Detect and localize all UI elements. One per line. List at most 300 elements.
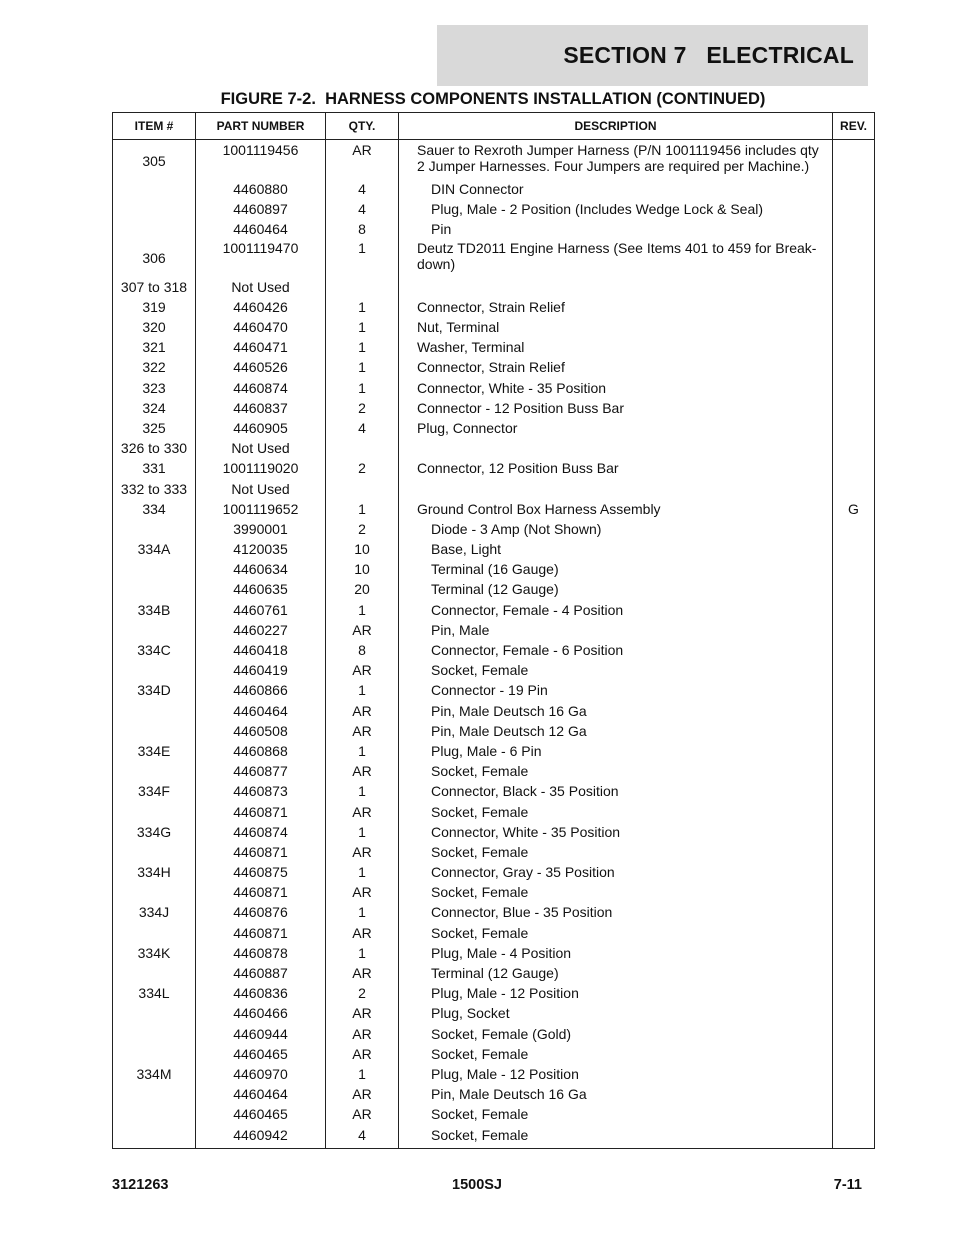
quantity-cell: 1 (326, 240, 399, 277)
part-number-cell: 4460905 (196, 418, 326, 438)
revision-cell (833, 317, 875, 337)
description-cell: Connector, Female - 4 Position (399, 600, 833, 620)
description-cell: Socket, Female (399, 1044, 833, 1064)
table-row (113, 1084, 875, 1104)
table-row (113, 398, 875, 418)
item-number-cell: 322 (113, 357, 196, 377)
footer-document-number: 3121263 (112, 1177, 169, 1193)
item-number-cell: 320 (113, 317, 196, 337)
part-number-cell: 4460635 (196, 579, 326, 599)
part-number-cell: 4460880 (196, 179, 326, 199)
part-number-cell: 4460470 (196, 317, 326, 337)
part-number-cell: 1001119456 (196, 140, 326, 180)
item-number-cell (113, 219, 196, 239)
revision-cell (833, 842, 875, 862)
column-header-part-number: PART NUMBER (196, 113, 326, 140)
description-cell: Connector, Gray - 35 Position (399, 862, 833, 882)
item-number-cell (113, 1044, 196, 1064)
part-number-cell: 4460836 (196, 983, 326, 1003)
item-number-cell: 334D (113, 680, 196, 700)
revision-cell (833, 140, 875, 180)
part-number-cell: 4460871 (196, 882, 326, 902)
part-number-cell: Not Used (196, 478, 326, 498)
part-number-cell: 4460419 (196, 660, 326, 680)
quantity-cell: 8 (326, 219, 399, 239)
revision-cell (833, 398, 875, 418)
part-number-cell: 4460866 (196, 680, 326, 700)
description-cell: Connector - 12 Position Buss Bar (399, 398, 833, 418)
revision-cell (833, 1124, 875, 1148)
revision-cell (833, 963, 875, 983)
quantity-cell: AR (326, 761, 399, 781)
description-cell (399, 438, 833, 458)
description-cell: Socket, Female (399, 801, 833, 821)
part-number-cell: 4460874 (196, 822, 326, 842)
part-number-cell: 4460873 (196, 781, 326, 801)
table-row (113, 680, 875, 700)
quantity-cell: 1 (326, 297, 399, 317)
column-header-item: ITEM # (113, 113, 196, 140)
part-number-cell: 4460878 (196, 943, 326, 963)
revision-cell (833, 680, 875, 700)
revision-cell (833, 983, 875, 1003)
description-cell: Socket, Female (399, 882, 833, 902)
item-number-cell (113, 1003, 196, 1023)
quantity-cell (326, 438, 399, 458)
table-row (113, 219, 875, 239)
item-number-cell (113, 519, 196, 539)
table-row (113, 923, 875, 943)
item-number-cell: 334M (113, 1064, 196, 1084)
table-row (113, 1104, 875, 1124)
table-row (113, 600, 875, 620)
part-number-cell: 1001119020 (196, 458, 326, 478)
revision-cell (833, 721, 875, 741)
description-cell: Terminal (12 Gauge) (399, 579, 833, 599)
part-number-cell: 4460837 (196, 398, 326, 418)
table-row (113, 240, 875, 277)
item-number-cell: 334G (113, 822, 196, 842)
revision-cell (833, 579, 875, 599)
description-cell: Nut, Terminal (399, 317, 833, 337)
part-number-cell: 4460868 (196, 741, 326, 761)
quantity-cell: AR (326, 660, 399, 680)
quantity-cell: 1 (326, 357, 399, 377)
quantity-cell: 4 (326, 179, 399, 199)
revision-cell (833, 1084, 875, 1104)
item-number-cell: 334E (113, 741, 196, 761)
table-row (113, 741, 875, 761)
table-row (113, 378, 875, 398)
part-number-cell: 4460897 (196, 199, 326, 219)
quantity-cell: 20 (326, 579, 399, 599)
quantity-cell: 4 (326, 199, 399, 219)
item-number-cell: 334A (113, 539, 196, 559)
description-cell: Washer, Terminal (399, 337, 833, 357)
description-cell: Socket, Female (Gold) (399, 1024, 833, 1044)
quantity-cell (326, 277, 399, 297)
quantity-cell: 1 (326, 337, 399, 357)
quantity-cell: 1 (326, 600, 399, 620)
table-row (113, 519, 875, 539)
table-row (113, 801, 875, 821)
table-row (113, 761, 875, 781)
part-number-cell: 4120035 (196, 539, 326, 559)
quantity-cell: 4 (326, 418, 399, 438)
quantity-cell (326, 478, 399, 498)
table-row (113, 478, 875, 498)
revision-cell: G (833, 499, 875, 519)
item-number-cell: 325 (113, 418, 196, 438)
item-number-cell (113, 801, 196, 821)
table-row (113, 822, 875, 842)
table-row (113, 902, 875, 922)
revision-cell (833, 378, 875, 398)
part-number-cell: 4460418 (196, 640, 326, 660)
section-header-tab (437, 25, 868, 86)
description-cell: Plug, Male - 6 Pin (399, 741, 833, 761)
part-number-cell: 4460465 (196, 1104, 326, 1124)
part-number-cell: 4460876 (196, 902, 326, 922)
item-number-cell: 334 (113, 499, 196, 519)
revision-cell (833, 943, 875, 963)
item-number-cell: 306 (113, 240, 196, 277)
quantity-cell: 2 (326, 398, 399, 418)
description-cell: Connector, White - 35 Position (399, 822, 833, 842)
item-number-cell (113, 721, 196, 741)
item-number-cell (113, 842, 196, 862)
description-cell (399, 277, 833, 297)
quantity-cell: 1 (326, 822, 399, 842)
revision-cell (833, 1064, 875, 1084)
description-cell: Pin, Male Deutsch 12 Ga (399, 721, 833, 741)
description-cell: Pin (399, 219, 833, 239)
quantity-cell: 1 (326, 943, 399, 963)
revision-cell (833, 923, 875, 943)
item-number-cell (113, 1124, 196, 1148)
revision-cell (833, 801, 875, 821)
description-cell: Pin, Male Deutsch 16 Ga (399, 1084, 833, 1104)
part-number-cell: 4460464 (196, 701, 326, 721)
item-number-cell (113, 963, 196, 983)
quantity-cell: AR (326, 701, 399, 721)
quantity-cell: AR (326, 140, 399, 180)
part-number-cell: 4460471 (196, 337, 326, 357)
item-number-cell: 305 (113, 140, 196, 180)
quantity-cell: AR (326, 842, 399, 862)
item-number-cell (113, 579, 196, 599)
revision-cell (833, 1104, 875, 1124)
table-row (113, 882, 875, 902)
revision-cell (833, 600, 875, 620)
revision-cell (833, 1003, 875, 1023)
quantity-cell: AR (326, 923, 399, 943)
revision-cell (833, 478, 875, 498)
table-row (113, 1024, 875, 1044)
quantity-cell: 10 (326, 559, 399, 579)
revision-cell (833, 240, 875, 277)
part-number-cell: 4460466 (196, 1003, 326, 1023)
quantity-cell: 1 (326, 680, 399, 700)
table-header-row (113, 113, 875, 140)
revision-cell (833, 882, 875, 902)
description-cell: Plug, Male - 12 Position (399, 1064, 833, 1084)
item-number-cell: 331 (113, 458, 196, 478)
item-number-cell: 323 (113, 378, 196, 398)
table-row (113, 721, 875, 741)
description-cell: Socket, Female (399, 761, 833, 781)
column-header-rev: REV. (833, 113, 875, 140)
part-number-cell: 4460875 (196, 862, 326, 882)
description-cell: Pin, Male (399, 620, 833, 640)
description-cell: Connector, Strain Relief (399, 357, 833, 377)
description-cell: Diode - 3 Amp (Not Shown) (399, 519, 833, 539)
quantity-cell: AR (326, 882, 399, 902)
description-cell: Connector - 19 Pin (399, 680, 833, 700)
part-number-cell: 4460508 (196, 721, 326, 741)
revision-cell (833, 277, 875, 297)
quantity-cell: AR (326, 620, 399, 640)
description-cell: Plug, Male - 4 Position (399, 943, 833, 963)
part-number-cell: 4460464 (196, 219, 326, 239)
revision-cell (833, 902, 875, 922)
quantity-cell: 1 (326, 902, 399, 922)
revision-cell (833, 559, 875, 579)
quantity-cell: 1 (326, 317, 399, 337)
quantity-cell: 1 (326, 862, 399, 882)
table-row (113, 458, 875, 478)
table-row (113, 620, 875, 640)
footer-page-number: 7-11 (833, 1177, 862, 1193)
description-cell (399, 478, 833, 498)
quantity-cell: 2 (326, 983, 399, 1003)
revision-cell (833, 357, 875, 377)
table-row (113, 1124, 875, 1148)
item-number-cell (113, 199, 196, 219)
revision-cell (833, 620, 875, 640)
quantity-cell: AR (326, 1044, 399, 1064)
part-number-cell: 4460634 (196, 559, 326, 579)
description-cell: Plug, Male - 2 Position (Includes Wedge Lock & Seal) (399, 199, 833, 219)
item-number-cell (113, 882, 196, 902)
revision-cell (833, 781, 875, 801)
table-row (113, 337, 875, 357)
table-row (113, 179, 875, 199)
table-row (113, 317, 875, 337)
revision-cell (833, 741, 875, 761)
quantity-cell: 10 (326, 539, 399, 559)
item-number-cell: 334J (113, 902, 196, 922)
item-number-cell: 334F (113, 781, 196, 801)
item-number-cell: 334L (113, 983, 196, 1003)
column-header-description: DESCRIPTION (399, 113, 833, 140)
quantity-cell: AR (326, 801, 399, 821)
description-cell: Connector, Blue - 35 Position (399, 902, 833, 922)
part-number-cell: Not Used (196, 438, 326, 458)
part-number-cell: 4460874 (196, 378, 326, 398)
table-row (113, 842, 875, 862)
revision-cell (833, 199, 875, 219)
table-row (113, 1003, 875, 1023)
table-row (113, 140, 875, 180)
item-number-cell (113, 701, 196, 721)
quantity-cell: 2 (326, 458, 399, 478)
item-number-cell: 321 (113, 337, 196, 357)
table-row (113, 701, 875, 721)
item-number-cell: 326 to 330 (113, 438, 196, 458)
revision-cell (833, 822, 875, 842)
table-row (113, 277, 875, 297)
item-number-cell: 334C (113, 640, 196, 660)
part-number-cell: 3990001 (196, 519, 326, 539)
part-number-cell: 1001119470 (196, 240, 326, 277)
figure-title: FIGURE 7-2. HARNESS COMPONENTS INSTALLATION (CONTINUED) (220, 90, 766, 108)
footer-model: 1500SJ (452, 1177, 502, 1193)
table-row (113, 660, 875, 680)
table-row (113, 438, 875, 458)
table-row (113, 539, 875, 559)
description-cell: Plug, Socket (399, 1003, 833, 1023)
description-cell: Socket, Female (399, 1104, 833, 1124)
revision-cell (833, 418, 875, 438)
part-number-cell: 4460761 (196, 600, 326, 620)
description-cell: Base, Light (399, 539, 833, 559)
part-number-cell: 4460871 (196, 923, 326, 943)
description-cell: Terminal (16 Gauge) (399, 559, 833, 579)
item-number-cell: 334B (113, 600, 196, 620)
part-number-cell: 4460877 (196, 761, 326, 781)
section-title: SECTION 7 ELECTRICAL (563, 42, 854, 68)
item-number-cell (113, 1084, 196, 1104)
table-row (113, 862, 875, 882)
description-cell: Ground Control Box Harness Assembly (399, 499, 833, 519)
part-number-cell: 4460944 (196, 1024, 326, 1044)
table-row (113, 1064, 875, 1084)
description-cell: DIN Connector (399, 179, 833, 199)
revision-cell (833, 1044, 875, 1064)
part-number-cell: 4460464 (196, 1084, 326, 1104)
part-number-cell: 4460942 (196, 1124, 326, 1148)
part-number-cell: 4460465 (196, 1044, 326, 1064)
part-number-cell: 4460871 (196, 842, 326, 862)
item-number-cell (113, 620, 196, 640)
table-row (113, 579, 875, 599)
table-row (113, 499, 875, 519)
part-number-cell: 4460871 (196, 801, 326, 821)
revision-cell (833, 458, 875, 478)
table-row (113, 199, 875, 219)
description-cell: Plug, Connector (399, 418, 833, 438)
table-row (113, 640, 875, 660)
description-cell: Sauer to Rexroth Jumper Harness (P/N 1001119456 includes qty 2 Jumper Harnesses. Four Jumpers are required per Machine.) (399, 140, 833, 180)
part-number-cell: Not Used (196, 277, 326, 297)
table-row (113, 963, 875, 983)
item-number-cell (113, 179, 196, 199)
description-cell: Connector, Black - 35 Position (399, 781, 833, 801)
part-number-cell: 4460887 (196, 963, 326, 983)
item-number-cell (113, 1104, 196, 1124)
table-row (113, 297, 875, 317)
table-row (113, 1044, 875, 1064)
table-row (113, 357, 875, 377)
revision-cell (833, 1024, 875, 1044)
description-cell: Socket, Female (399, 842, 833, 862)
revision-cell (833, 438, 875, 458)
item-number-cell: 319 (113, 297, 196, 317)
item-number-cell (113, 1024, 196, 1044)
quantity-cell: 4 (326, 1124, 399, 1148)
quantity-cell: 8 (326, 640, 399, 660)
description-cell: Connector, White - 35 Position (399, 378, 833, 398)
table-row (113, 983, 875, 1003)
item-number-cell: 332 to 333 (113, 478, 196, 498)
description-cell: Socket, Female (399, 923, 833, 943)
part-number-cell: 1001119652 (196, 499, 326, 519)
quantity-cell: AR (326, 1084, 399, 1104)
table-row (113, 781, 875, 801)
description-cell: Pin, Male Deutsch 16 Ga (399, 701, 833, 721)
description-cell: Deutz TD2011 Engine Harness (See Items 401 to 459 for Break-down) (399, 240, 833, 277)
item-number-cell: 307 to 318 (113, 277, 196, 297)
table-row (113, 418, 875, 438)
quantity-cell: 1 (326, 378, 399, 398)
description-cell: Connector, Strain Relief (399, 297, 833, 317)
item-number-cell (113, 559, 196, 579)
item-number-cell: 324 (113, 398, 196, 418)
revision-cell (833, 660, 875, 680)
revision-cell (833, 862, 875, 882)
column-header-qty: QTY. (326, 113, 399, 140)
parts-table (112, 112, 875, 1149)
description-cell: Terminal (12 Gauge) (399, 963, 833, 983)
item-number-cell: 334K (113, 943, 196, 963)
item-number-cell: 334H (113, 862, 196, 882)
revision-cell (833, 701, 875, 721)
revision-cell (833, 219, 875, 239)
revision-cell (833, 519, 875, 539)
revision-cell (833, 761, 875, 781)
table-row (113, 943, 875, 963)
item-number-cell (113, 660, 196, 680)
item-number-cell (113, 761, 196, 781)
quantity-cell: AR (326, 1024, 399, 1044)
quantity-cell: AR (326, 1003, 399, 1023)
description-cell: Connector, Female - 6 Position (399, 640, 833, 660)
description-cell: Connector, 12 Position Buss Bar (399, 458, 833, 478)
quantity-cell: 2 (326, 519, 399, 539)
quantity-cell: 1 (326, 781, 399, 801)
description-cell: Socket, Female (399, 660, 833, 680)
quantity-cell: AR (326, 963, 399, 983)
part-number-cell: 4460426 (196, 297, 326, 317)
description-cell: Plug, Male - 12 Position (399, 983, 833, 1003)
item-number-cell (113, 923, 196, 943)
quantity-cell: 1 (326, 499, 399, 519)
part-number-cell: 4460970 (196, 1064, 326, 1084)
table-row (113, 559, 875, 579)
part-number-cell: 4460526 (196, 357, 326, 377)
quantity-cell: AR (326, 1104, 399, 1124)
description-cell: Socket, Female (399, 1124, 833, 1148)
revision-cell (833, 640, 875, 660)
revision-cell (833, 337, 875, 357)
parts-table-body (113, 140, 875, 1149)
revision-cell (833, 297, 875, 317)
revision-cell (833, 179, 875, 199)
part-number-cell: 4460227 (196, 620, 326, 640)
quantity-cell: 1 (326, 1064, 399, 1084)
quantity-cell: 1 (326, 741, 399, 761)
